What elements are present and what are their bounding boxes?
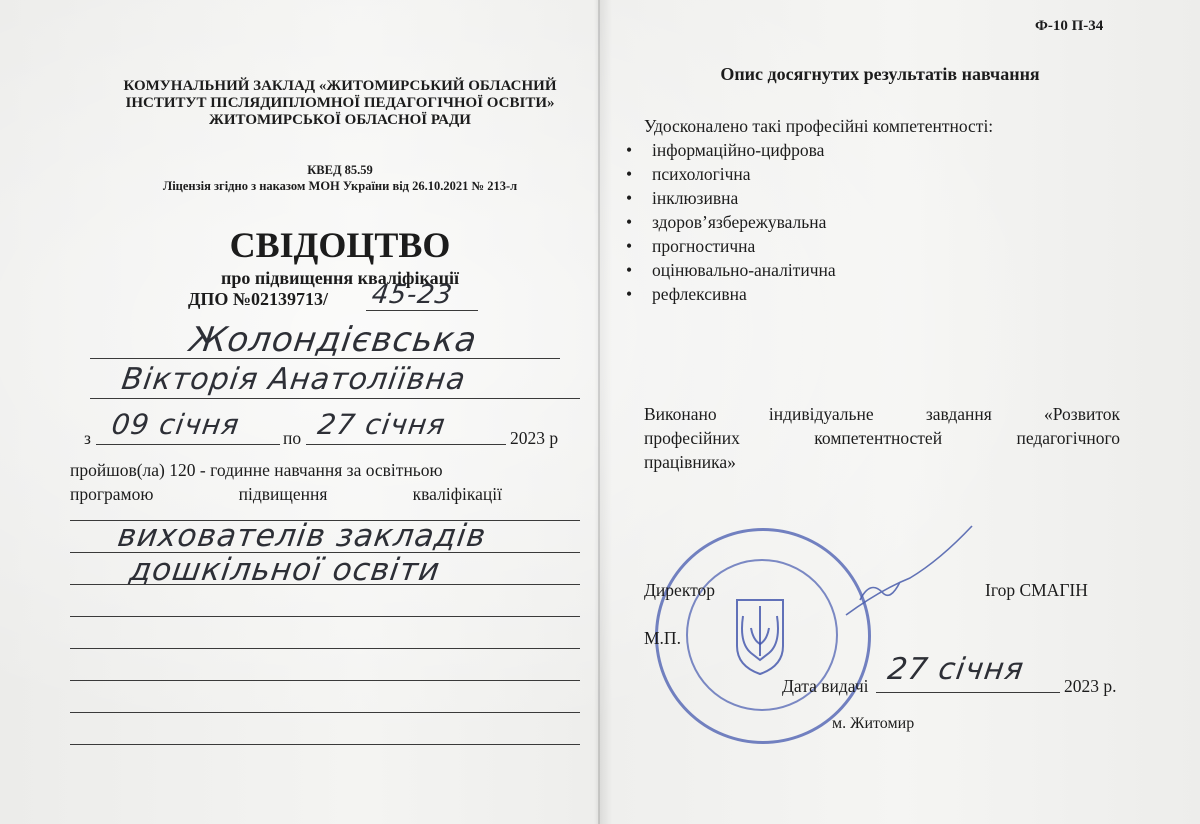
year-label: 2023 р bbox=[510, 428, 559, 448]
training-word-program: програмою bbox=[70, 484, 154, 504]
dpo-underline bbox=[366, 310, 478, 311]
to-date-line bbox=[306, 444, 506, 445]
kved: КВЕД 85.59 bbox=[307, 163, 373, 177]
program-handwritten-1: вихователів закладів bbox=[115, 518, 489, 554]
training-line-2 bbox=[70, 482, 502, 506]
institution-line-2: ІНСТИТУТ ПІСЛЯДИПЛОМНОЇ ПЕДАГОГІЧНОЇ ОСВІТИ» bbox=[125, 95, 555, 111]
issue-date-label: Дата видачі bbox=[782, 676, 869, 696]
competences-list bbox=[624, 138, 836, 306]
license-block bbox=[60, 162, 620, 194]
program-line-3 bbox=[70, 584, 580, 585]
license: Ліцензія згідно з наказом МОН України від 26.10.2021 № 213-л bbox=[162, 179, 518, 193]
competence-item: • рефлексивна bbox=[624, 282, 836, 306]
task-line-3: працівника» bbox=[644, 452, 736, 472]
training-word-raising: підвищення bbox=[238, 484, 328, 504]
name-handwritten: Вікторія Анатоліївна bbox=[119, 362, 469, 397]
city: м. Житомир bbox=[832, 715, 915, 732]
from-label: з bbox=[84, 428, 91, 448]
director-name: Ігор СМАГІН bbox=[985, 580, 1088, 600]
competence-item: • прогностична bbox=[624, 234, 836, 258]
task-block bbox=[644, 402, 1120, 474]
competences-intro: Удосконалено такі професійні компетентності: bbox=[644, 116, 994, 136]
name-line bbox=[90, 398, 580, 399]
issue-date-handwritten: 27 січня bbox=[885, 652, 1027, 687]
training-word-qualification: кваліфікації bbox=[412, 484, 502, 504]
certificate-title: СВІДОЦТВО bbox=[229, 225, 451, 265]
task-line-1: Виконано індивідуальне завдання «Розвиток bbox=[644, 404, 1120, 424]
from-date-line bbox=[96, 444, 280, 445]
issue-year: 2023 р. bbox=[1064, 676, 1117, 696]
program-line-7 bbox=[70, 712, 580, 713]
form-code: Ф-10 П-34 bbox=[1035, 18, 1104, 34]
to-label: по bbox=[283, 428, 302, 448]
program-line-6 bbox=[70, 680, 580, 681]
competence-item: • інформаційно-цифрова bbox=[624, 138, 836, 162]
dpo-label: ДПО №02139713/ bbox=[188, 289, 328, 309]
institution-line-3: ЖИТОМИРСЬКОЇ ОБЛАСНОЇ РАДИ bbox=[209, 112, 471, 128]
issue-date-line bbox=[876, 692, 1060, 693]
program-line-4 bbox=[70, 616, 580, 617]
institution-block bbox=[60, 78, 620, 129]
competence-item: • оцінювально-аналітична bbox=[624, 258, 836, 282]
surname-handwritten: Жолондієвська bbox=[187, 320, 480, 360]
competence-item: • інклюзивна bbox=[624, 186, 836, 210]
trident-emblem-icon bbox=[655, 528, 865, 738]
competence-item: • психологічна bbox=[624, 162, 836, 186]
dpo-number-handwritten: 45-23 bbox=[369, 280, 455, 310]
from-date-handwritten: 09 січня bbox=[109, 408, 242, 441]
results-heading: Опис досягнутих результатів навчання bbox=[720, 64, 1040, 84]
surname-line bbox=[90, 358, 560, 359]
certificate-subtitle: про підвищення кваліфікації bbox=[221, 268, 459, 288]
task-line-2: професійних компетентностей педагогічного bbox=[644, 428, 1120, 448]
to-date-handwritten: 27 січня bbox=[315, 408, 448, 441]
training-line-1: пройшов(ла) 120 - годинне навчання за освітньою bbox=[70, 460, 443, 480]
program-handwritten-2: дошкільної освіти bbox=[127, 552, 443, 588]
program-line-5 bbox=[70, 648, 580, 649]
competence-item: • здоров’язбережувальна bbox=[624, 210, 836, 234]
program-line-8 bbox=[70, 744, 580, 745]
director-label: Директор bbox=[644, 580, 716, 600]
seal-place-label: М.П. bbox=[644, 628, 681, 648]
institution-line-1: КОМУНАЛЬНИЙ ЗАКЛАД «ЖИТОМИРСЬКИЙ ОБЛАСНИЙ bbox=[123, 78, 557, 94]
director-signature bbox=[840, 520, 980, 630]
training-text bbox=[70, 458, 580, 506]
